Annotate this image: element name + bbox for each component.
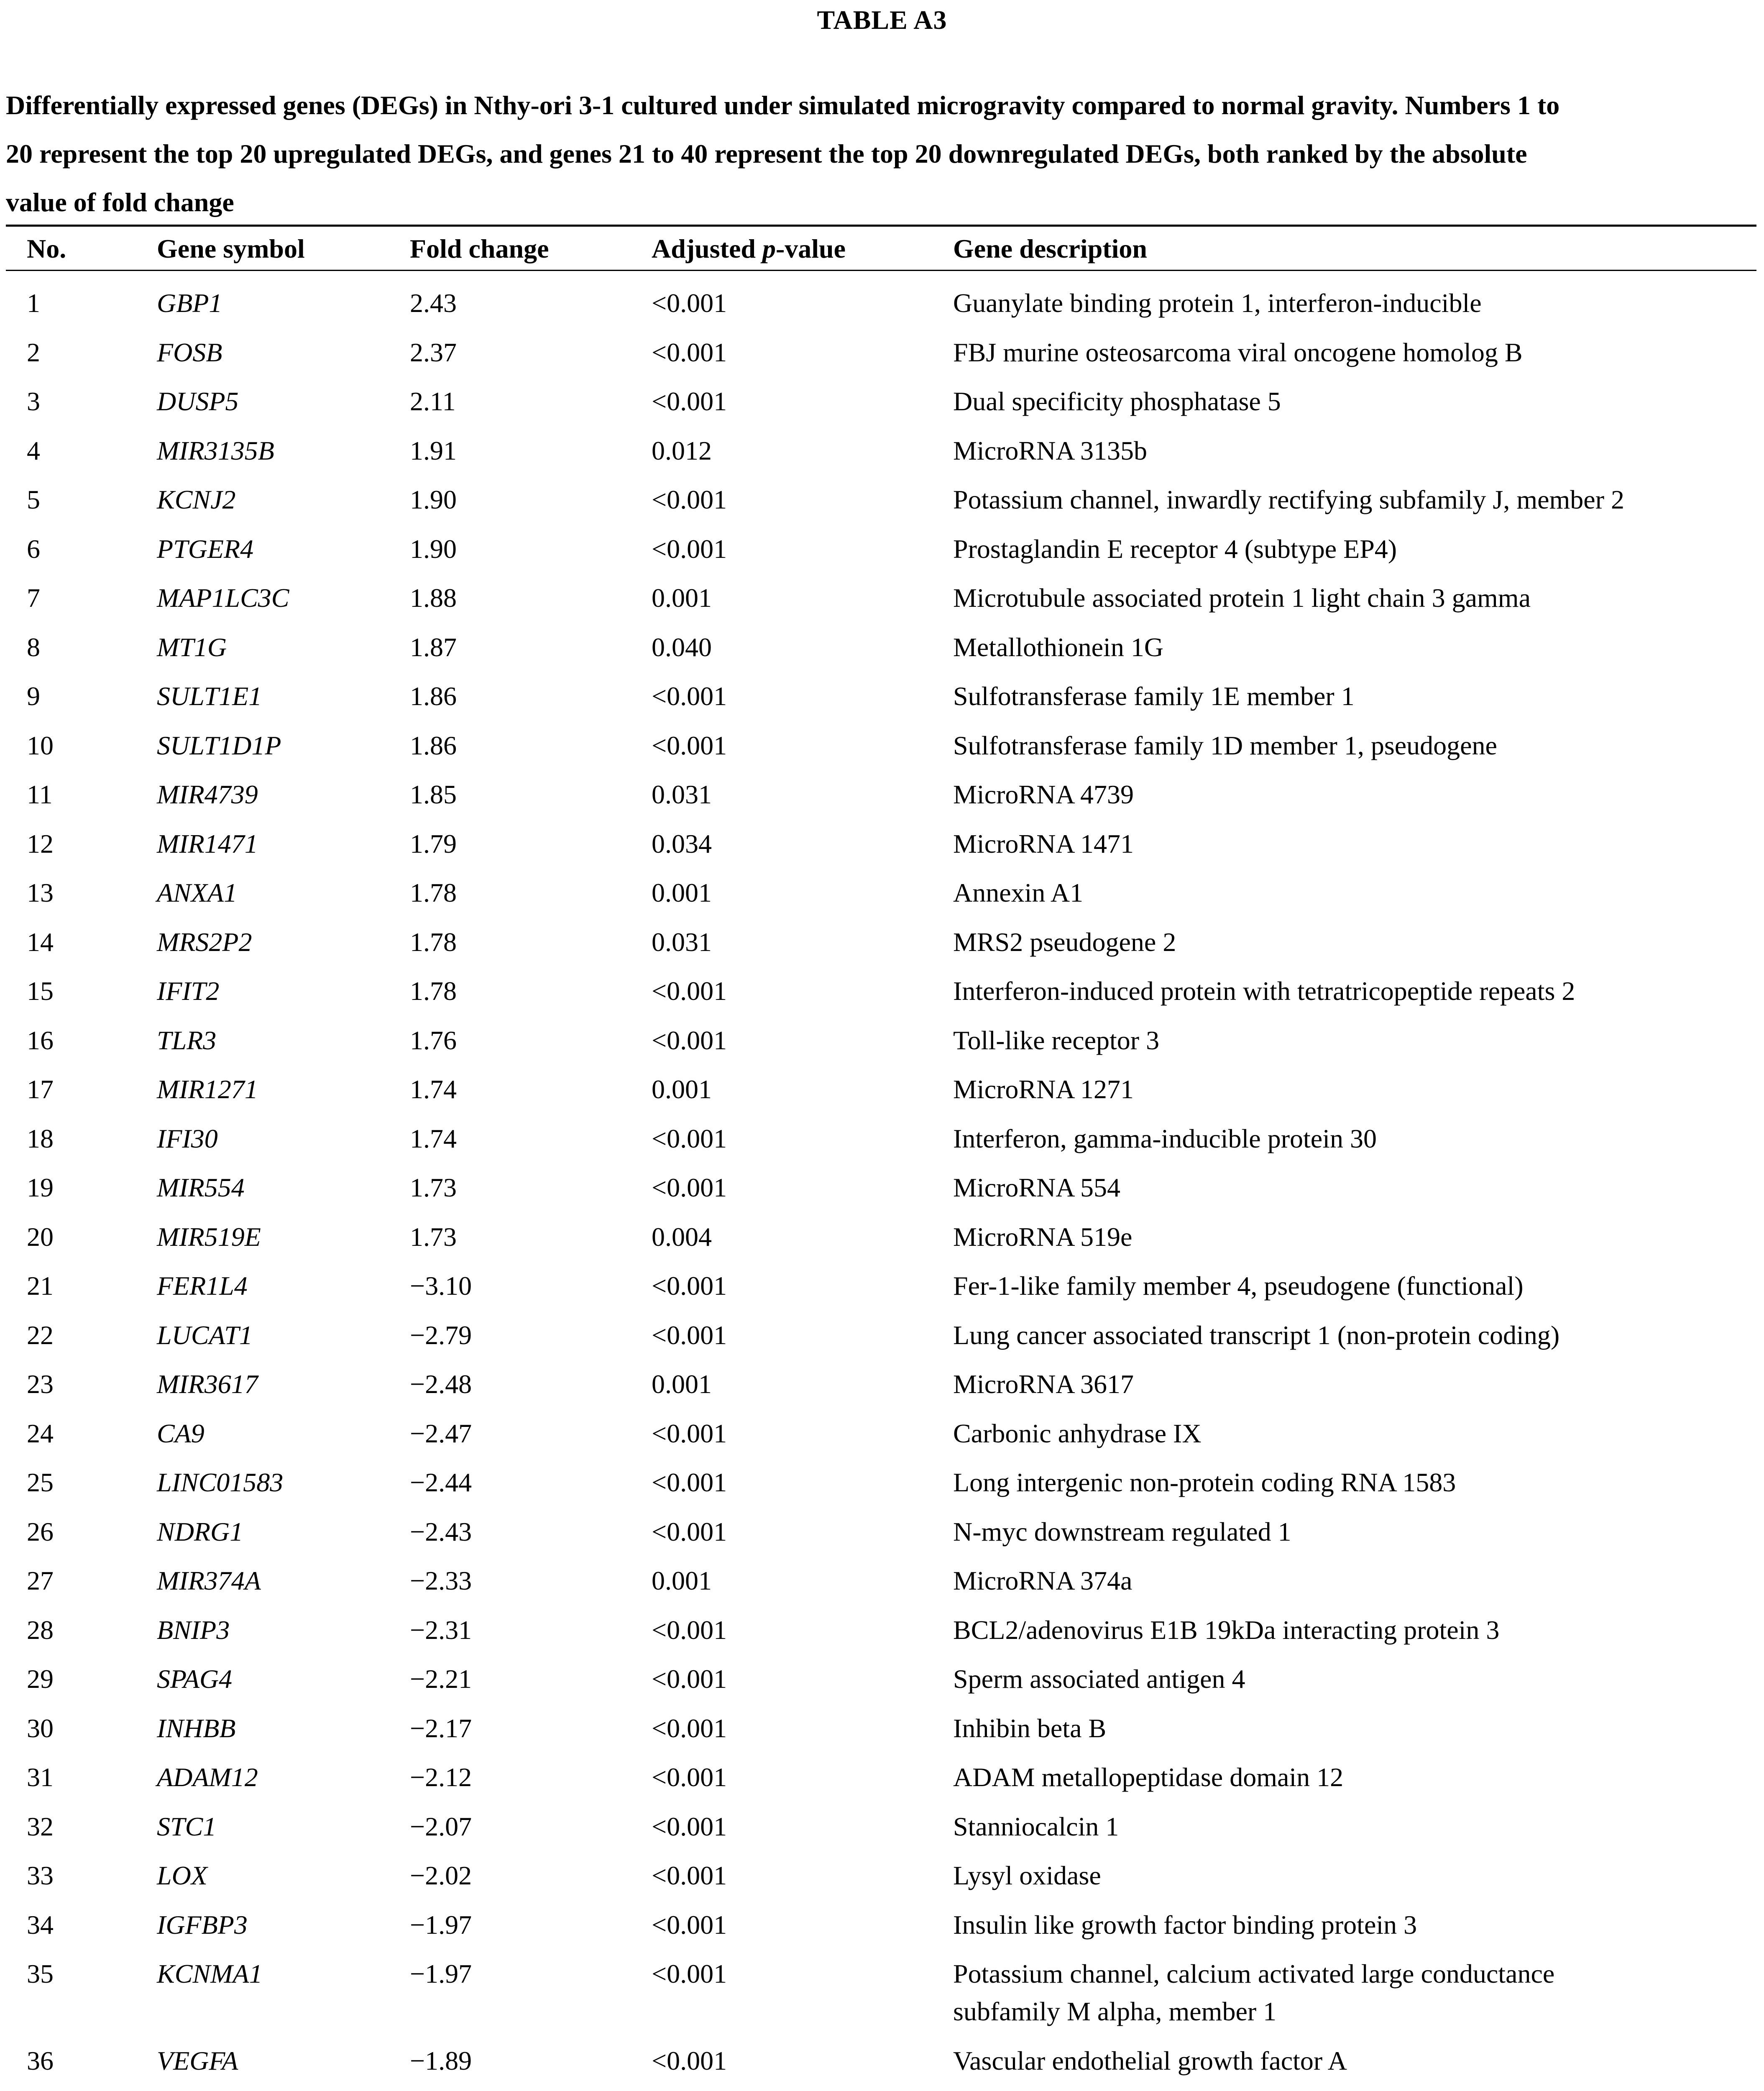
cell-gene-description bbox=[953, 1267, 1748, 1305]
description-line: Potassium channel, inwardly rectifying subfamily J, member 2 bbox=[953, 485, 1624, 514]
table-row bbox=[0, 1759, 1764, 1808]
table-row bbox=[0, 1611, 1764, 1661]
description-line: subfamily M alpha, member 1 bbox=[953, 1996, 1277, 2026]
description-line: Long intergenic non-protein coding RNA 1583 bbox=[953, 1467, 1456, 1497]
cell-gene-symbol: LUCAT1 bbox=[157, 1320, 253, 1350]
cell-no: 7 bbox=[27, 583, 40, 613]
table-row bbox=[0, 481, 1764, 530]
cell-fold-change: 1.74 bbox=[410, 1123, 457, 1153]
description-line: MicroRNA 554 bbox=[953, 1173, 1120, 1202]
cell-gene-symbol: CA9 bbox=[157, 1418, 205, 1448]
table-row bbox=[0, 1267, 1764, 1316]
cell-fold-change: 1.78 bbox=[410, 878, 457, 907]
table-row bbox=[0, 776, 1764, 825]
cell-no: 21 bbox=[27, 1271, 54, 1301]
description-line: N-myc downstream regulated 1 bbox=[953, 1516, 1291, 1547]
caption-line: 20 represent the top 20 upregulated DEGs, and genes 21 to 40 represent the top 20 downregulated DEGs, both ranked by the absolute bbox=[6, 139, 1527, 169]
cell-no: 10 bbox=[27, 730, 54, 760]
cell-gene-description bbox=[953, 972, 1748, 1010]
cell-gene-symbol: VEGFA bbox=[157, 2045, 238, 2076]
cell-gene-description bbox=[953, 2042, 1748, 2080]
description-line: BCL2/adenovirus E1B 19kDa interacting protein 3 bbox=[953, 1615, 1500, 1645]
table-body bbox=[0, 284, 1764, 2091]
table-row bbox=[0, 1071, 1764, 1120]
cell-gene-symbol: NDRG1 bbox=[157, 1516, 243, 1547]
cell-adjusted-p-value: <0.001 bbox=[652, 1025, 727, 1055]
cell-no: 6 bbox=[27, 534, 40, 564]
table-row bbox=[0, 334, 1764, 383]
cell-gene-symbol: MIR4739 bbox=[157, 780, 258, 809]
description-line: Interferon-induced protein with tetratricopeptide repeats 2 bbox=[953, 976, 1575, 1006]
cell-adjusted-p-value: <0.001 bbox=[652, 1467, 727, 1497]
cell-gene-description bbox=[953, 727, 1748, 764]
cell-gene-description bbox=[953, 432, 1748, 470]
cell-fold-change: −2.17 bbox=[410, 1713, 472, 1743]
cell-no: 25 bbox=[27, 1467, 54, 1497]
cell-gene-description bbox=[953, 1218, 1748, 1256]
cell-gene-description bbox=[953, 1955, 1748, 2030]
cell-fold-change: 1.85 bbox=[410, 780, 457, 809]
table-row bbox=[0, 1710, 1764, 1759]
caption-line: value of fold change bbox=[6, 187, 234, 217]
cell-fold-change: −2.48 bbox=[410, 1369, 472, 1399]
cell-gene-symbol: DUSP5 bbox=[157, 386, 239, 416]
cell-fold-change: 1.91 bbox=[410, 435, 457, 465]
description-line: Toll-like receptor 3 bbox=[953, 1025, 1160, 1055]
cell-no: 30 bbox=[27, 1713, 54, 1743]
cell-fold-change: −1.97 bbox=[410, 1910, 472, 1940]
cell-gene-description bbox=[953, 1022, 1748, 1059]
cell-gene-symbol: MAP1LC3C bbox=[157, 583, 289, 613]
cell-fold-change: −2.47 bbox=[410, 1418, 472, 1448]
description-line: MicroRNA 374a bbox=[953, 1566, 1133, 1595]
cell-adjusted-p-value: <0.001 bbox=[652, 1664, 727, 1694]
table-row bbox=[0, 677, 1764, 727]
cell-gene-symbol: PTGER4 bbox=[157, 534, 254, 564]
cell-no: 19 bbox=[27, 1173, 54, 1202]
cell-adjusted-p-value: <0.001 bbox=[652, 2045, 727, 2076]
cell-gene-symbol: ANXA1 bbox=[157, 878, 237, 907]
cell-fold-change: 2.11 bbox=[410, 386, 456, 416]
caption-line: Differentially expressed genes (DEGs) in Nthy-ori 3-1 cultured under simulated microgravity compared to normal gravity. Numbers 1 to bbox=[6, 90, 1560, 120]
table-row bbox=[0, 1365, 1764, 1415]
cell-no: 4 bbox=[27, 435, 40, 465]
cell-gene-description bbox=[953, 923, 1748, 961]
description-line: Interferon, gamma-inducible protein 30 bbox=[953, 1123, 1377, 1153]
cell-adjusted-p-value: <0.001 bbox=[652, 730, 727, 760]
table-row bbox=[0, 1464, 1764, 1513]
description-line: Lung cancer associated transcript 1 (non-protein coding) bbox=[953, 1320, 1560, 1350]
table-row bbox=[0, 1513, 1764, 1562]
cell-fold-change: −1.97 bbox=[410, 1959, 472, 1989]
cell-gene-symbol: GBP1 bbox=[157, 288, 222, 318]
cell-gene-symbol: LINC01583 bbox=[157, 1467, 284, 1497]
cell-gene-symbol: MRS2P2 bbox=[157, 927, 252, 957]
cell-gene-symbol: SULT1E1 bbox=[157, 681, 262, 711]
cell-adjusted-p-value: <0.001 bbox=[652, 1516, 727, 1547]
cell-fold-change: 1.73 bbox=[410, 1222, 457, 1252]
cell-gene-symbol: TLR3 bbox=[157, 1025, 217, 1055]
cell-adjusted-p-value: <0.001 bbox=[652, 485, 727, 514]
table-row bbox=[0, 1660, 1764, 1710]
header-no: No. bbox=[27, 234, 66, 263]
table-row bbox=[0, 727, 1764, 776]
cell-no: 32 bbox=[27, 1811, 54, 1841]
cell-adjusted-p-value: 0.004 bbox=[652, 1222, 712, 1252]
cell-gene-symbol: ADAM12 bbox=[157, 1762, 258, 1792]
cell-gene-description bbox=[953, 530, 1748, 568]
cell-gene-symbol: BNIP3 bbox=[157, 1615, 230, 1645]
table-row bbox=[0, 923, 1764, 973]
cell-fold-change: 1.86 bbox=[410, 681, 457, 711]
cell-fold-change: −2.79 bbox=[410, 1320, 472, 1350]
description-line: MicroRNA 1471 bbox=[953, 828, 1134, 859]
cell-gene-description bbox=[953, 481, 1748, 519]
header-adjusted-p-italic: p bbox=[762, 234, 776, 263]
cell-gene-symbol: MIR519E bbox=[157, 1222, 261, 1252]
table-row bbox=[0, 1218, 1764, 1268]
cell-adjusted-p-value: <0.001 bbox=[652, 337, 727, 367]
cell-gene-description bbox=[953, 1513, 1748, 1551]
cell-no: 3 bbox=[27, 386, 40, 416]
cell-fold-change: 1.90 bbox=[410, 485, 457, 514]
description-line: ADAM metallopeptidase domain 12 bbox=[953, 1762, 1344, 1792]
cell-gene-description bbox=[953, 677, 1748, 715]
description-line: FBJ murine osteosarcoma viral oncogene homolog B bbox=[953, 337, 1523, 367]
cell-adjusted-p-value: 0.001 bbox=[652, 1566, 712, 1595]
cell-gene-symbol: IGFBP3 bbox=[157, 1910, 248, 1940]
table-row bbox=[0, 874, 1764, 923]
cell-gene-symbol: KCNMA1 bbox=[157, 1959, 263, 1989]
cell-gene-description bbox=[953, 1464, 1748, 1501]
table-row bbox=[0, 825, 1764, 874]
cell-no: 27 bbox=[27, 1566, 54, 1595]
cell-adjusted-p-value: <0.001 bbox=[652, 1173, 727, 1202]
cell-gene-description bbox=[953, 1808, 1748, 1846]
header-fold-change: Fold change bbox=[410, 234, 549, 263]
cell-gene-symbol: SPAG4 bbox=[157, 1664, 233, 1694]
cell-no: 35 bbox=[27, 1959, 54, 1989]
cell-gene-symbol: MT1G bbox=[157, 632, 227, 662]
cell-adjusted-p-value: <0.001 bbox=[652, 1713, 727, 1743]
cell-fold-change: 2.37 bbox=[410, 337, 457, 367]
cell-adjusted-p-value: <0.001 bbox=[652, 1320, 727, 1350]
cell-gene-symbol: LOX bbox=[157, 1861, 207, 1890]
cell-fold-change: −2.12 bbox=[410, 1762, 472, 1792]
cell-gene-description bbox=[953, 874, 1748, 912]
cell-fold-change: −2.43 bbox=[410, 1516, 472, 1547]
cell-no: 13 bbox=[27, 878, 54, 907]
table-row bbox=[0, 2042, 1764, 2091]
cell-gene-symbol: MIR3135B bbox=[157, 435, 274, 465]
cell-no: 2 bbox=[27, 337, 40, 367]
cell-fold-change: −3.10 bbox=[410, 1271, 472, 1301]
cell-gene-symbol: IFI30 bbox=[157, 1123, 218, 1153]
description-line: Prostaglandin E receptor 4 (subtype EP4) bbox=[953, 534, 1397, 564]
description-line: MRS2 pseudogene 2 bbox=[953, 927, 1176, 957]
cell-gene-description bbox=[953, 1316, 1748, 1354]
cell-gene-description bbox=[953, 1169, 1748, 1207]
table-row bbox=[0, 579, 1764, 629]
cell-gene-description bbox=[953, 1562, 1748, 1600]
cell-no: 1 bbox=[27, 288, 40, 318]
cell-adjusted-p-value: <0.001 bbox=[652, 1271, 727, 1301]
cell-gene-symbol: MIR3617 bbox=[157, 1369, 258, 1399]
header-adjusted-p-prefix: Adjusted bbox=[652, 234, 762, 263]
cell-gene-description bbox=[953, 1120, 1748, 1158]
cell-gene-description bbox=[953, 1611, 1748, 1649]
cell-gene-symbol: KCNJ2 bbox=[157, 485, 236, 514]
table-caption bbox=[6, 81, 1761, 227]
table-row bbox=[0, 1562, 1764, 1611]
cell-fold-change: 1.74 bbox=[410, 1074, 457, 1104]
description-line: Sperm associated antigen 4 bbox=[953, 1664, 1245, 1694]
table-row bbox=[0, 1955, 1764, 2042]
cell-fold-change: 1.87 bbox=[410, 632, 457, 662]
cell-fold-change: 1.79 bbox=[410, 828, 457, 859]
cell-no: 34 bbox=[27, 1910, 54, 1940]
description-line: Sulfotransferase family 1D member 1, pseudogene bbox=[953, 730, 1497, 760]
description-line: Inhibin beta B bbox=[953, 1713, 1107, 1743]
cell-no: 26 bbox=[27, 1516, 54, 1547]
cell-gene-description bbox=[953, 1759, 1748, 1796]
cell-adjusted-p-value: 0.031 bbox=[652, 927, 712, 957]
cell-gene-description bbox=[953, 1710, 1748, 1747]
cell-gene-description bbox=[953, 1365, 1748, 1403]
cell-fold-change: 2.43 bbox=[410, 288, 457, 318]
table-row bbox=[0, 1857, 1764, 1906]
cell-adjusted-p-value: 0.012 bbox=[652, 435, 712, 465]
cell-no: 18 bbox=[27, 1123, 54, 1153]
cell-fold-change: −2.02 bbox=[410, 1861, 472, 1890]
cell-no: 16 bbox=[27, 1025, 54, 1055]
table-row bbox=[0, 1120, 1764, 1169]
cell-gene-description bbox=[953, 284, 1748, 322]
cell-gene-symbol: SULT1D1P bbox=[157, 730, 281, 760]
cell-adjusted-p-value: 0.001 bbox=[652, 1369, 712, 1399]
cell-no: 14 bbox=[27, 927, 54, 957]
cell-gene-description bbox=[953, 383, 1748, 420]
cell-gene-symbol: FOSB bbox=[157, 337, 222, 367]
cell-adjusted-p-value: 0.031 bbox=[652, 780, 712, 809]
description-line: MicroRNA 519e bbox=[953, 1222, 1133, 1252]
cell-gene-symbol: MIR1271 bbox=[157, 1074, 258, 1104]
description-line: Insulin like growth factor binding protein 3 bbox=[953, 1910, 1417, 1940]
cell-adjusted-p-value: <0.001 bbox=[652, 534, 727, 564]
table-row bbox=[0, 1316, 1764, 1366]
cell-no: 24 bbox=[27, 1418, 54, 1448]
description-line: Microtubule associated protein 1 light chain 3 gamma bbox=[953, 583, 1531, 613]
cell-gene-symbol: MIR1471 bbox=[157, 828, 258, 859]
cell-adjusted-p-value: <0.001 bbox=[652, 1811, 727, 1841]
cell-fold-change: 1.76 bbox=[410, 1025, 457, 1055]
cell-fold-change: 1.78 bbox=[410, 976, 457, 1006]
cell-adjusted-p-value: <0.001 bbox=[652, 1615, 727, 1645]
cell-gene-symbol: IFIT2 bbox=[157, 976, 220, 1006]
description-line: Sulfotransferase family 1E member 1 bbox=[953, 681, 1355, 711]
cell-adjusted-p-value: 0.001 bbox=[652, 1074, 712, 1104]
cell-gene-description bbox=[953, 629, 1748, 666]
description-line: Stanniocalcin 1 bbox=[953, 1811, 1119, 1841]
cell-gene-symbol: STC1 bbox=[157, 1811, 217, 1841]
header-gene-description: Gene description bbox=[953, 234, 1147, 263]
cell-no: 8 bbox=[27, 632, 40, 662]
table-top-rule bbox=[6, 225, 1756, 227]
cell-no: 15 bbox=[27, 976, 54, 1006]
cell-fold-change: −2.31 bbox=[410, 1615, 472, 1645]
cell-fold-change: −1.89 bbox=[410, 2045, 472, 2076]
header-gene-symbol: Gene symbol bbox=[157, 234, 305, 263]
cell-no: 36 bbox=[27, 2045, 54, 2076]
cell-gene-description bbox=[953, 1071, 1748, 1108]
cell-fold-change: 1.78 bbox=[410, 927, 457, 957]
cell-adjusted-p-value: <0.001 bbox=[652, 1418, 727, 1448]
cell-gene-description bbox=[953, 1906, 1748, 1944]
cell-fold-change: 1.73 bbox=[410, 1173, 457, 1202]
cell-adjusted-p-value: <0.001 bbox=[652, 288, 727, 318]
cell-gene-description bbox=[953, 579, 1748, 617]
cell-fold-change: 1.86 bbox=[410, 730, 457, 760]
table-row bbox=[0, 1415, 1764, 1464]
table-header-rule bbox=[6, 270, 1756, 271]
cell-fold-change: −2.33 bbox=[410, 1566, 472, 1595]
cell-gene-description bbox=[953, 334, 1748, 371]
cell-gene-description bbox=[953, 1415, 1748, 1452]
cell-gene-description bbox=[953, 825, 1748, 863]
table-row bbox=[0, 1808, 1764, 1857]
table-row bbox=[0, 1022, 1764, 1071]
table-row bbox=[0, 383, 1764, 432]
cell-gene-description bbox=[953, 1660, 1748, 1698]
cell-fold-change: −2.21 bbox=[410, 1664, 472, 1694]
cell-adjusted-p-value: <0.001 bbox=[652, 1861, 727, 1890]
description-line: Annexin A1 bbox=[953, 878, 1084, 907]
cell-gene-symbol: MIR554 bbox=[157, 1173, 245, 1202]
description-line: Metallothionein 1G bbox=[953, 632, 1164, 662]
cell-fold-change: 1.90 bbox=[410, 534, 457, 564]
cell-no: 33 bbox=[27, 1861, 54, 1890]
cell-no: 5 bbox=[27, 485, 40, 514]
cell-no: 12 bbox=[27, 828, 54, 859]
cell-gene-symbol: FER1L4 bbox=[157, 1271, 248, 1301]
cell-adjusted-p-value: 0.040 bbox=[652, 632, 712, 662]
cell-adjusted-p-value: <0.001 bbox=[652, 1910, 727, 1940]
description-line: MicroRNA 4739 bbox=[953, 780, 1134, 809]
table-row bbox=[0, 284, 1764, 334]
description-line: Dual specificity phosphatase 5 bbox=[953, 386, 1281, 416]
description-line: MicroRNA 1271 bbox=[953, 1074, 1134, 1104]
cell-adjusted-p-value: <0.001 bbox=[652, 1123, 727, 1153]
description-line: Vascular endothelial growth factor A bbox=[953, 2045, 1347, 2076]
cell-no: 17 bbox=[27, 1074, 54, 1104]
header-adjusted-p-value bbox=[652, 229, 846, 268]
cell-adjusted-p-value: 0.034 bbox=[652, 828, 712, 859]
cell-no: 28 bbox=[27, 1615, 54, 1645]
cell-adjusted-p-value: <0.001 bbox=[652, 386, 727, 416]
cell-fold-change: 1.88 bbox=[410, 583, 457, 613]
cell-gene-symbol: MIR374A bbox=[157, 1566, 261, 1595]
table-row bbox=[0, 530, 1764, 580]
cell-gene-symbol: INHBB bbox=[157, 1713, 236, 1743]
description-line: Carbonic anhydrase IX bbox=[953, 1418, 1202, 1448]
cell-gene-description bbox=[953, 776, 1748, 813]
description-line: Fer-1-like family member 4, pseudogene (functional) bbox=[953, 1271, 1524, 1301]
cell-fold-change: −2.07 bbox=[410, 1811, 472, 1841]
cell-adjusted-p-value: <0.001 bbox=[652, 1762, 727, 1792]
cell-no: 31 bbox=[27, 1762, 54, 1792]
table-header-row bbox=[0, 229, 1764, 268]
table-row bbox=[0, 1906, 1764, 1956]
cell-fold-change: −2.44 bbox=[410, 1467, 472, 1497]
cell-no: 20 bbox=[27, 1222, 54, 1252]
cell-gene-description bbox=[953, 1857, 1748, 1894]
cell-no: 23 bbox=[27, 1369, 54, 1399]
description-line: Guanylate binding protein 1, interferon-inducible bbox=[953, 288, 1482, 318]
cell-adjusted-p-value: <0.001 bbox=[652, 1959, 727, 1989]
cell-no: 22 bbox=[27, 1320, 54, 1350]
cell-adjusted-p-value: 0.001 bbox=[652, 878, 712, 907]
cell-adjusted-p-value: <0.001 bbox=[652, 681, 727, 711]
cell-no: 29 bbox=[27, 1664, 54, 1694]
cell-no: 11 bbox=[27, 780, 53, 809]
description-line: Potassium channel, calcium activated large conductance bbox=[953, 1959, 1555, 1989]
description-line: MicroRNA 3617 bbox=[953, 1369, 1134, 1399]
description-line: Lysyl oxidase bbox=[953, 1861, 1101, 1890]
cell-adjusted-p-value: 0.001 bbox=[652, 583, 712, 613]
table-row bbox=[0, 432, 1764, 481]
table-row bbox=[0, 1169, 1764, 1218]
cell-no: 9 bbox=[27, 681, 40, 711]
description-line: MicroRNA 3135b bbox=[953, 435, 1147, 465]
header-adjusted-p-suffix: -value bbox=[775, 234, 846, 263]
table-row bbox=[0, 972, 1764, 1022]
cell-adjusted-p-value: <0.001 bbox=[652, 976, 727, 1006]
table-title: TABLE A3 bbox=[817, 5, 947, 35]
table-row bbox=[0, 629, 1764, 678]
